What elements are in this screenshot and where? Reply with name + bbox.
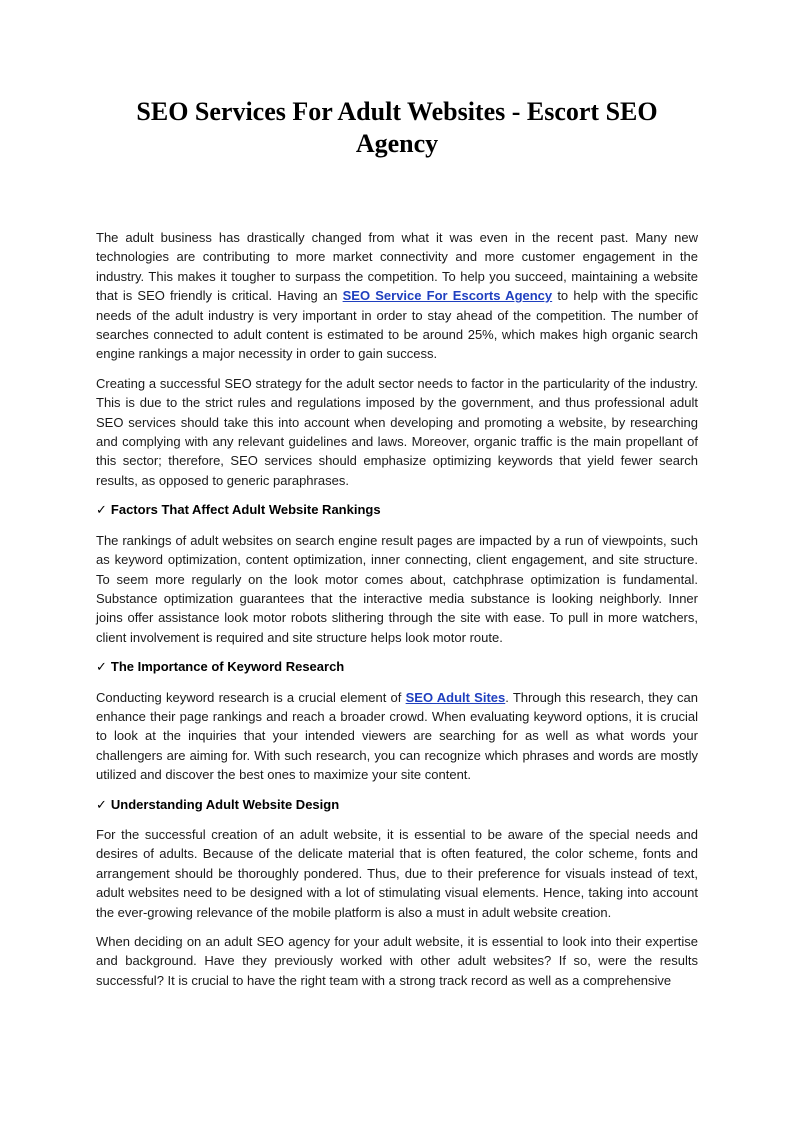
checkmark-icon: ✓ <box>96 503 107 519</box>
section-heading-website-design <box>96 795 698 815</box>
section-heading-text: Factors That Affect Adult Website Rankings <box>110 502 381 518</box>
seo-adult-sites-link[interactable]: SEO Adult Sites <box>405 689 506 705</box>
seo-service-escorts-agency-link[interactable]: SEO Service For Escorts Agency <box>342 288 553 304</box>
section-heading-text: Understanding Adult Website Design <box>110 796 340 812</box>
agency-selection-paragraph: When deciding on an adult SEO agency for your adult website, it is essential to look into their expertise and background. Have they previously worked with other adult websites? If so, were the results successful? It is crucial to have the right team with a strong track record as well as a comprehensive <box>96 934 698 988</box>
intro-paragraph-1 <box>96 228 698 364</box>
checkmark-icon: ✓ <box>96 660 107 676</box>
intro-p1-text-start: The adult business has drastically changed from what it was even in the recent past. Many new technologies are contributing to more market connectivity and more customer engagement in the industry. This makes it tougher to surpass the competition. To help you succeed, maintaining a website that is SEO friendly is critical. Having an <box>96 230 698 304</box>
document-page <box>96 96 698 1000</box>
keyword-research-text-end: . Through this research, they can enhance their page rankings and reach a broader crowd. When evaluating keyword options, it is crucial to look at the inquiries that your intended viewers are searching for as well as what words your challengers are aiming for. With such research, you can recognize which phrases and words are mostly utilized and discover the best ones to maximize your site content. <box>96 689 698 783</box>
document-title: SEO Services For Adult Websites - Escort SEO Agency <box>136 97 658 158</box>
website-design-paragraph: For the successful creation of an adult website, it is essential to be aware of the special needs and desires of adults. Because of the delicate material that is often featured, the color scheme, fonts and arrangement should be thoroughly pondered. Thus, due to their preference for visuals instead of text, adult websites need to be designed with a lot of stimulating visual elements. Hence, taking into account the ever-growing relevance of the mobile platform is also a must in adult website creation. <box>96 826 698 920</box>
section-heading-text: The Importance of Keyword Research <box>110 659 345 675</box>
ranking-factors-paragraph: The rankings of adult websites on search engine result pages are impacted by a run of viewpoints, such as keyword optimization, content optimization, inner connecting, client engagement, and site structure. To seem more regularly on the look motor comes about, catchphrase optimization is fundamental. Substance optimization guarantees that the interactive media substance is looking neighborly. Inner joins offer assistance look motor robots slithering through the site with ease. To pull in more watchers, client involvement is required and site structure helps look motor route. <box>96 532 698 645</box>
checkmark-icon: ✓ <box>96 797 107 813</box>
section-heading-keyword-research <box>96 657 698 677</box>
intro-p1-text-end: to help with the specific needs of the adult industry is very important in order to stay ahead of the competition. The number of searches connected to adult content is estimated to be around 25%, which makes high organic search engine rankings a major necessity in order to gain success. <box>96 288 698 362</box>
intro-paragraph-2: Creating a successful SEO strategy for the adult sector needs to factor in the particularity of the industry. This is due to the strict rules and regulations imposed by the government, and thus professional adult SEO services should take this into account when developing and promoting a website, by researching and complying with any relevant guidelines and laws. Moreover, organic traffic is the main propellant of this sector; therefore, SEO services should emphasize optimizing keywords that yield fewer search results, as opposed to generic paraphrases. <box>96 375 698 488</box>
section-heading-ranking-factors <box>96 500 698 520</box>
keyword-research-text-start: Conducting keyword research is a crucial element of <box>96 689 406 705</box>
keyword-research-paragraph <box>96 688 698 785</box>
